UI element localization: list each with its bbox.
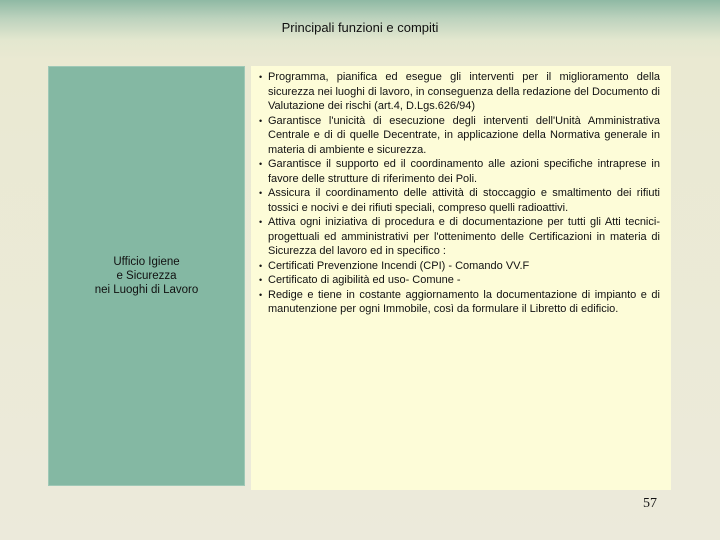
- bullet-icon: •: [259, 115, 263, 126]
- office-name-line: e Sicurezza: [116, 270, 177, 282]
- office-name-line: nei Luoghi di Lavoro: [94, 284, 199, 296]
- duty-item: [260, 259, 660, 274]
- bullet-icon: •: [259, 188, 263, 198]
- duty-item: [260, 186, 660, 215]
- duty-item: [260, 273, 660, 288]
- duty-text: Assicura il coordinamento delle attività di stoccaggio e smaltimento dei rifiuti tossici e nocivi e dei rifiuti speciali, compreso quelli radioattivi.: [268, 187, 660, 214]
- duties-list: [260, 70, 660, 317]
- bullet-icon: •: [259, 159, 263, 169]
- duty-text: Certificato di agibilità ed uso- Comune -: [268, 274, 461, 286]
- duty-text: Programma, pianifica ed esegue gli interventi per il miglioramento della sicurezza nei luoghi di lavoro, in conseguenza della redazione del Documento di Valutazione dei rischi (art.4, D.Lgs.626/94): [268, 71, 660, 112]
- duty-item: [260, 215, 660, 259]
- bullet-icon: •: [259, 217, 263, 227]
- bullet-icon: •: [259, 275, 263, 285]
- duty-text: Garantisce il supporto ed il coordinamento alle azioni specifiche intraprese in favore delle strutture di riferimento dei Poli.: [268, 158, 660, 185]
- page-number: 57: [643, 496, 657, 511]
- duty-text: Certificati Prevenzione Incendi (CPI) - Comando VV.F: [268, 259, 530, 272]
- duty-item: [260, 288, 660, 317]
- duty-text: Garantisce l'unicità di esecuzione degli interventi dell'Unità Amministrativa Centrale e di di quelle Decentrate, in applicazione della Normativa generale in materia di ambiente e sicurezza.: [268, 114, 660, 156]
- bullet-icon: •: [259, 260, 263, 271]
- bullet-icon: •: [259, 72, 263, 82]
- duty-item: [260, 157, 660, 186]
- bullet-icon: •: [259, 289, 263, 300]
- duty-item: [260, 70, 660, 114]
- duties-panel: [251, 66, 671, 490]
- office-name-line: Ufficio Igiene: [113, 256, 180, 268]
- slide-title: Principali funzioni e compiti: [281, 20, 439, 35]
- duty-text: Attiva ogni iniziativa di procedura e di documentazione per tutti gli Atti tecnici-progettuali ed amministrativi per l'ottenimento delle Certificazioni in materia di Sicurezza del lavoro ed in specifico :: [268, 216, 660, 257]
- office-name: [95, 255, 199, 297]
- office-panel: [48, 66, 245, 486]
- duty-text: Redige e tiene in costante aggiornamento la documentazione di impianto e di manutenzione per ogni Immobile, così da formulare il Libretto di edificio.: [268, 288, 660, 315]
- duty-item: [260, 114, 660, 158]
